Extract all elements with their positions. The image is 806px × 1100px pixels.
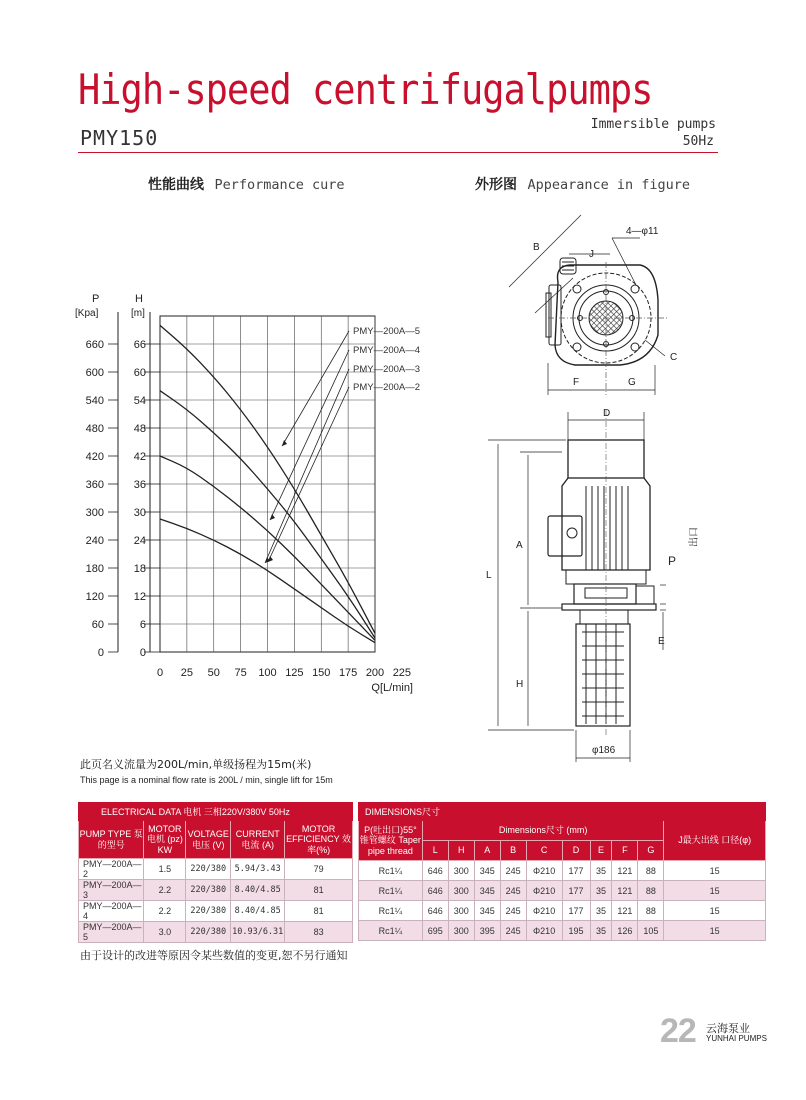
nominal-note-cn: 此页名义流量为200L/min,单级扬程为15m(米) [80, 758, 312, 771]
table-row: Rc1¼ 646 300 345 245 Φ210 177 35 121 88 15 [359, 861, 766, 881]
electrical-table [78, 802, 353, 943]
label-A: A [516, 540, 523, 551]
p-tick-label: 660 [85, 339, 104, 351]
series-line-5 [160, 519, 375, 643]
series-leader-arrow [268, 556, 273, 562]
label-L: L [486, 570, 492, 581]
chart-axes [108, 312, 160, 652]
p-axis-unit: [Kpa] [75, 308, 99, 319]
h-tick-label: 18 [133, 563, 146, 575]
h-tick-label: 6 [139, 619, 146, 631]
table-row: PMY—200A—3 2.2 220/380 8.40/4.85 81 [79, 880, 353, 901]
p-tick-label: 120 [85, 591, 104, 603]
p-tick-label: 240 [85, 535, 104, 547]
series-line-4 [160, 456, 375, 640]
series-label: PMY—200A—5 [353, 326, 421, 337]
x-axis-label: Q[L/min] [371, 682, 413, 694]
table-row: Rc1¼ 646 300 345 245 Φ210 177 35 121 88 15 [359, 881, 766, 901]
label-P: P [668, 554, 677, 568]
section-performance-cn: 性能曲线 [148, 177, 204, 193]
h-tick-label: 66 [133, 339, 146, 351]
table-row: Rc1¼ 646 300 345 245 Φ210 177 35 121 88 15 [359, 901, 766, 921]
model-number: PMY150 [80, 126, 159, 150]
chart-grid [160, 316, 375, 652]
x-tick-label: 25 [180, 667, 193, 679]
chart-labels [75, 293, 420, 694]
table-row: PMY—200A—4 2.2 220/380 8.40/4.85 81 [79, 901, 353, 922]
table-row: PMY—200A—5 3.0 220/380 10.93/6.31 83 [79, 922, 353, 943]
electrical-header-top: ELECTRICAL DATA 电机 三相220V/380V 50Hz [79, 803, 353, 821]
p-tick-label: 540 [85, 395, 104, 407]
x-tick-label: 200 [365, 667, 385, 679]
table-row: PMY—200A—2 1.5 220/380 5.94/3.43 79 [79, 859, 353, 880]
dimensions-table: DIMENSIONS尺寸 P(吐出口)55° 锥管螺纹 Taper pipe thread Dimensions尺寸 (mm) J最大出线 口径(φ) L H A B C D E F G Rc1¼ 646 300 345 245 Φ210 177 35 121 88 15 Rc1¼ 646 300 345 245 Φ210 177 35 121 88 15 Rc1¼ 646 300 345 245 Φ210 177 35 121 88 15 Rc1¼ 695 300 395 245 Φ210 195 35 126 105 15 [358, 802, 766, 941]
p-axis-label: P [92, 293, 100, 305]
label-J: J [589, 249, 594, 260]
h-tick-label: 54 [133, 395, 146, 407]
page-number: 22 [660, 1012, 696, 1050]
nominal-note-en: This page is a nominal flow rate is 200L / min, single lift for 15m [80, 775, 333, 785]
series-leader [282, 331, 349, 446]
h-tick-label: 36 [133, 479, 146, 491]
x-tick-label: 75 [234, 667, 247, 679]
p-tick-label: 420 [85, 451, 104, 463]
col-dimensions: Dimensions尺寸 (mm) [422, 821, 664, 841]
label-C: C [670, 352, 678, 363]
series-leader [268, 387, 349, 562]
section-performance-en: Performance cure [214, 177, 345, 193]
h-tick-label: 60 [133, 367, 146, 379]
label-hole: 4—φ11 [626, 226, 659, 237]
col-current: CURRENT 电流 (A) [231, 821, 285, 859]
col-pump-type: PUMP TYPE 泵的型号 [79, 821, 144, 859]
h-axis-label: H [135, 293, 143, 305]
series-leader-arrow [270, 514, 275, 520]
col-motor: MOTOR 电机 (pz) KW [144, 821, 186, 859]
label-D: D [603, 408, 611, 419]
series-leader-arrow [282, 440, 287, 446]
h-tick-label: 42 [133, 451, 146, 463]
series-label: PMY—200A—2 [353, 382, 421, 393]
h-tick-label: 12 [133, 591, 146, 603]
h-axis-unit: [m] [131, 308, 145, 319]
label-B: B [533, 242, 540, 253]
header-rule [78, 152, 718, 153]
revision-note: 由于设计的改进等原因令某些数值的变更,恕不另行通知 [80, 949, 348, 962]
series-leader-arrow [265, 557, 270, 563]
table-row: Rc1¼ 695 300 395 245 Φ210 195 35 126 105 15 [359, 921, 766, 941]
label-diameter: φ186 [592, 745, 616, 756]
col-thread: P(吐出口)55° 锥管螺纹 Taper pipe thread [359, 821, 423, 861]
p-tick-label: 600 [85, 367, 104, 379]
page-title: High-speed centrifugalpumps [78, 66, 653, 115]
side-view-drawing [488, 410, 666, 762]
subtitle-frequency: 50Hz [682, 134, 714, 149]
series-line-3 [160, 391, 375, 638]
h-tick-label: 24 [133, 535, 146, 547]
chart-frame [160, 316, 375, 652]
section-performance [148, 174, 345, 194]
series-label: PMY—200A—3 [353, 364, 421, 375]
p-tick-label: 300 [85, 507, 104, 519]
x-tick-label: 150 [312, 667, 331, 679]
brand-name-en: YUNHAI PUMPS [706, 1034, 767, 1043]
section-appearance [475, 174, 690, 194]
label-F: F [573, 377, 580, 388]
dimensions-header-top: DIMENSIONS尺寸 [359, 803, 766, 821]
series-line-2 [160, 325, 375, 633]
col-voltage: VOLTAGE 电压 (V) [186, 821, 231, 859]
h-tick-label: 48 [133, 423, 146, 435]
chart-series [160, 325, 375, 643]
subtitle-pump-kind: Immersible pumps [590, 117, 716, 132]
top-view-drawing [509, 215, 668, 395]
label-E: E [658, 636, 665, 647]
x-tick-label: 225 [392, 667, 412, 679]
h-tick-label: 0 [139, 647, 146, 659]
series-label: PMY—200A—4 [353, 345, 421, 356]
brand-name-cn: 云海泵业 [706, 1022, 750, 1035]
label-G: G [628, 377, 636, 388]
series-leader [265, 369, 349, 563]
series-leader [270, 350, 349, 520]
x-tick-label: 0 [156, 667, 164, 679]
h-tick-label: 30 [133, 507, 146, 519]
x-tick-label: 50 [207, 667, 220, 679]
label-outlet: 出口 [689, 527, 700, 547]
x-tick-label: 100 [258, 667, 277, 679]
col-efficiency: MOTOR EFFICIENCY 效率(%) [285, 821, 353, 859]
x-tick-label: 175 [338, 667, 358, 679]
p-tick-label: 180 [85, 563, 104, 575]
p-tick-label: 60 [91, 619, 104, 631]
col-j: J最大出线 口径(φ) [664, 821, 766, 861]
x-tick-label: 125 [285, 667, 304, 679]
label-H: H [516, 679, 524, 690]
section-appearance-cn: 外形图 [475, 177, 517, 193]
p-tick-label: 360 [85, 479, 104, 491]
p-tick-label: 480 [85, 423, 104, 435]
section-appearance-en: Appearance in figure [527, 177, 691, 193]
p-tick-label: 0 [97, 647, 104, 659]
